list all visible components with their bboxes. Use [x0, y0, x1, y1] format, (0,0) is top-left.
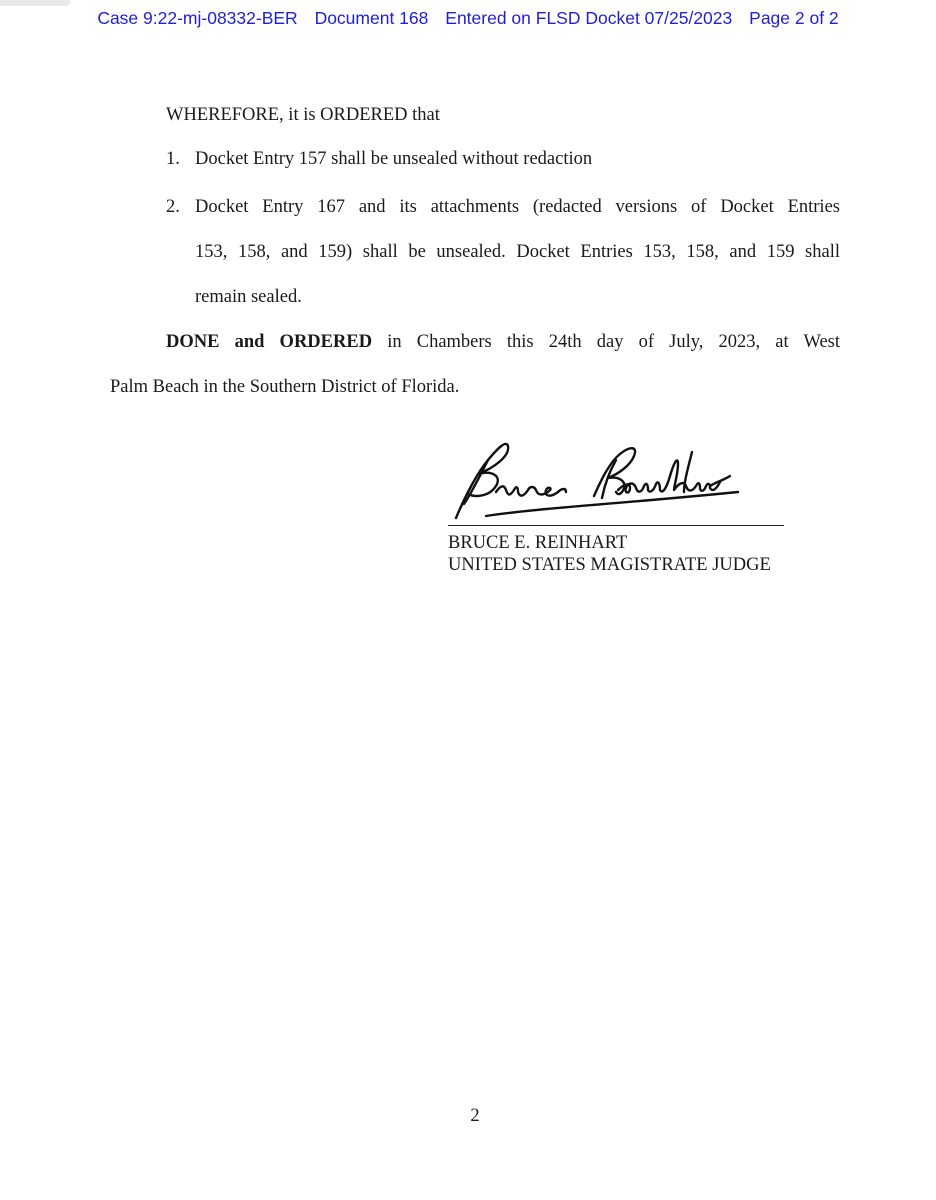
order-item-2-line-2: 153, 158, and 159) shall be unsealed. Docket Entries 153, 158, and 159 shall: [195, 242, 840, 262]
header-document-number: Document 168: [314, 8, 429, 28]
page-number: 2: [470, 1106, 480, 1126]
order-item-2-text: [195, 185, 840, 320]
done-first-line-rest: in Chambers this 24th day of July, 2023, at West: [372, 332, 840, 352]
corner-tab: [0, 0, 70, 6]
header-page-count: Page 2 of 2: [749, 8, 839, 28]
done-second-line: Palm Beach in the Southern District of Florida.: [110, 377, 460, 397]
docket-header: [0, 8, 936, 29]
order-intro: WHEREFORE, it is ORDERED that: [166, 105, 440, 125]
signature-line: [448, 525, 784, 526]
order-item-1-number: 1.: [166, 149, 180, 169]
header-entered-date: Entered on FLSD Docket 07/25/2023: [445, 8, 733, 28]
done-and-ordered-paragraph: [110, 320, 840, 410]
header-case-number: Case 9:22-mj-08332-BER: [97, 8, 298, 28]
order-item-2-line-3: remain sealed.: [195, 287, 302, 307]
judge-name: BRUCE E. REINHART: [448, 533, 628, 553]
order-item-2-line-1: Docket Entry 167 and its attachments (redacted versions of Docket Entries: [195, 197, 840, 217]
done-first-line: [110, 320, 840, 365]
order-item-1-line: Docket Entry 157 shall be unsealed without redaction: [195, 149, 593, 169]
order-item-1-text: [195, 137, 840, 182]
judge-signature: [448, 432, 748, 524]
order-item-2-number: 2.: [166, 197, 180, 217]
done-and-ordered-bold: DONE and ORDERED: [166, 332, 373, 352]
judge-title: UNITED STATES MAGISTRATE JUDGE: [448, 555, 771, 575]
